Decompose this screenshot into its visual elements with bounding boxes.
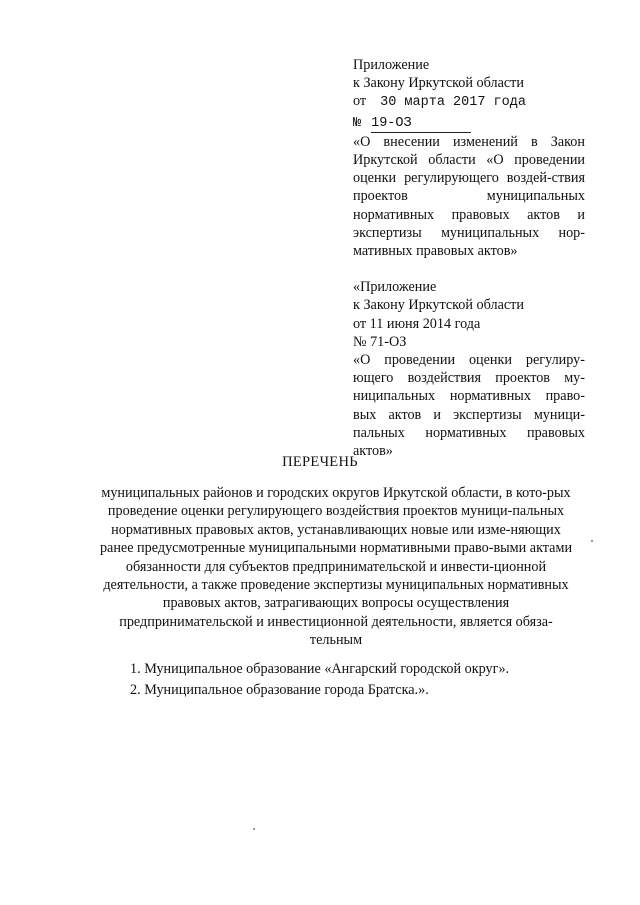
municipality-list bbox=[130, 659, 610, 701]
law-number: 19-ОЗ bbox=[371, 116, 471, 133]
original-law-number: № 71-ОЗ bbox=[353, 333, 407, 350]
scan-speck bbox=[253, 828, 255, 830]
number-prefix: № bbox=[353, 115, 362, 131]
law-reference: к Закону Иркутской области bbox=[353, 75, 524, 92]
appendix-header bbox=[353, 56, 585, 460]
original-law-title: «О проведении оценки регулиру-ющего воздействия проектов му-ниципальных нормативных право-вых актов и экспертизы муници-пальных нормативных правовых актов» bbox=[353, 352, 585, 460]
law-date-line bbox=[353, 92, 585, 112]
law-date: 30 марта 2017 года bbox=[380, 95, 526, 111]
appendix-label: Приложение bbox=[353, 57, 430, 73]
list-item: 1. Муниципальное образование «Ангарский городской округ». bbox=[130, 661, 510, 677]
original-appendix-label: «Приложение bbox=[353, 279, 437, 296]
list-item: 2. Муниципальное образование города Братска.». bbox=[130, 682, 429, 698]
document-description: муниципальных районов и городских округов Иркутской области, в кото-рых проведение оценки регулирующего воздействия проектов муници-пальных нормативных правовых актов, устанавливающих новые или изме-няющих ранее предусмотренные муниципальными нормативными право-выми актами обязанности для субъектов предпринимательской и инвести-ционной деятельности, а также проведение экспертизы муниципальных нормативных правовых актов, затрагивающих вопросы осуществления предпринимательской и инвестиционной деятельности, является обяза-тельным bbox=[99, 485, 573, 649]
law-number-line bbox=[353, 113, 585, 133]
scan-speck bbox=[591, 540, 593, 542]
document-title: ПЕРЕЧЕНЬ bbox=[282, 454, 358, 470]
original-law-reference: к Закону Иркутской области bbox=[353, 297, 524, 314]
date-prefix: от bbox=[353, 93, 367, 110]
original-law-date: от 11 июня 2014 года bbox=[353, 315, 481, 332]
spacer bbox=[353, 260, 585, 278]
law-title: «О внесении изменений в Закон Иркутской области «О проведении оценки регулирующего воздей-ствия проектов муниципальных нормативных правовых актов и экспертизы муниципальных нор-мативных правовых актов» bbox=[353, 133, 585, 260]
